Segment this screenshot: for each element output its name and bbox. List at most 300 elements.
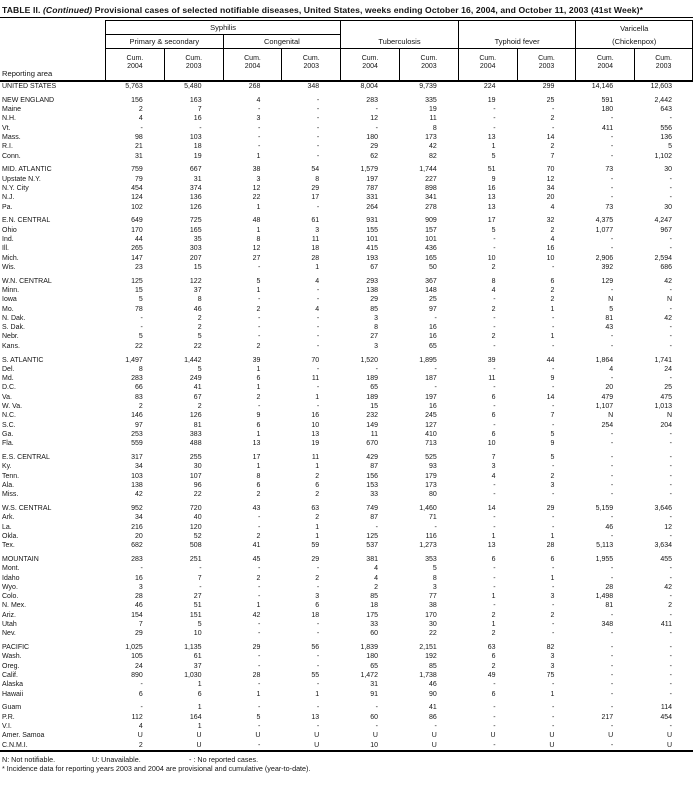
value-cell: 1,520 <box>360 356 378 364</box>
value-cell: 5,763 <box>125 83 143 90</box>
value-cell: 51 <box>193 602 202 610</box>
value-cell: 32 <box>546 217 555 225</box>
area-cell: S. Dak. <box>2 324 25 332</box>
value-cell: 207 <box>189 254 202 262</box>
value-cell: 1,442 <box>184 356 202 364</box>
value-cell: 107 <box>189 472 202 480</box>
value-cell: - <box>610 440 614 448</box>
value-cell: 5,113 <box>596 542 614 550</box>
value-cell: 649 <box>131 217 143 225</box>
value-cell: U <box>137 732 143 740</box>
value-cell: 13 <box>311 430 320 438</box>
value-cell: 2 <box>138 106 143 114</box>
value-cell: 46 <box>428 681 437 689</box>
value-cell: 1 <box>491 593 496 601</box>
value-cell: 149 <box>366 421 378 429</box>
table-title-continued: (Continued) <box>42 5 93 15</box>
value-cell: - <box>375 723 378 730</box>
value-cell: 31 <box>135 152 143 160</box>
table-row <box>0 383 693 392</box>
value-cell: 125 <box>366 532 378 540</box>
value-cell: 224 <box>483 83 496 90</box>
footnote-incidence-note: * Incidence data for reporting years 2003 and 2004 are provisional and cumulative (year-to-date). <box>2 763 311 773</box>
value-cell: 245 <box>425 412 437 420</box>
value-cell: 1,864 <box>595 356 614 364</box>
value-cell: - <box>493 741 496 749</box>
value-cell: 6 <box>256 375 261 383</box>
value-cell: 165 <box>189 226 202 234</box>
value-cell: 6 <box>256 481 261 489</box>
value-cell: 16 <box>428 333 437 341</box>
value-cell: 4 <box>550 203 555 211</box>
value-cell: - <box>493 342 496 350</box>
value-cell: - <box>669 481 672 489</box>
value-cell: 49 <box>487 672 496 680</box>
value-cell: 38 <box>428 602 437 610</box>
header-spacer-tuberculosis <box>340 20 458 35</box>
value-cell: - <box>669 333 672 341</box>
value-cell: - <box>610 491 614 499</box>
value-cell: 2 <box>374 583 378 591</box>
value-cell: 19 <box>487 96 496 104</box>
value-cell: 23 <box>135 263 143 271</box>
value-cell: 40 <box>193 514 202 522</box>
value-cell: 30 <box>664 166 672 174</box>
value-cell: - <box>610 133 614 141</box>
value-cell: 197 <box>425 393 437 401</box>
area-cell: Ky. <box>2 463 12 471</box>
area-cell: Tenn. <box>2 472 20 480</box>
value-cell: - <box>258 133 261 141</box>
value-cell: 374 <box>189 184 202 192</box>
value-cell: 38 <box>252 166 261 174</box>
value-cell: 29 <box>370 143 378 151</box>
value-cell: 126 <box>189 203 202 211</box>
table-row <box>0 541 693 550</box>
value-cell: 82 <box>546 644 555 652</box>
value-cell: 436 <box>425 245 437 253</box>
column-header-cum: Cum. 2003 <box>517 49 576 80</box>
value-cell: 264 <box>366 203 378 211</box>
value-cell: 335 <box>425 96 437 104</box>
value-cell: 126 <box>189 412 202 420</box>
table-row <box>0 165 693 174</box>
table-body-wrap <box>0 82 693 752</box>
value-cell: 283 <box>131 375 143 383</box>
value-cell: 9 <box>256 412 261 420</box>
header-spacer-typhoid <box>458 20 576 35</box>
value-cell: 720 <box>189 504 202 512</box>
value-cell: - <box>493 704 496 712</box>
value-cell: - <box>669 175 672 183</box>
value-cell: 6 <box>491 412 496 420</box>
value-cell: - <box>610 333 614 341</box>
table-row <box>0 365 693 374</box>
area-cell: Vt. <box>2 124 11 132</box>
value-cell: 3 <box>315 593 320 601</box>
area-cell: NEW ENGLAND <box>2 96 55 104</box>
value-cell: 10 <box>370 741 378 749</box>
value-cell: 14 <box>546 393 555 401</box>
area-cell: Mont. <box>2 565 20 573</box>
value-cell: 8,004 <box>360 83 378 90</box>
table-row <box>0 152 693 161</box>
value-cell: 525 <box>425 453 437 461</box>
value-cell: 12 <box>664 523 672 531</box>
value-cell: U <box>608 732 614 740</box>
value-cell: - <box>610 690 614 698</box>
area-cell: Ill. <box>2 245 9 253</box>
value-cell: - <box>669 305 672 313</box>
value-cell: - <box>258 653 261 661</box>
value-cell: 7 <box>550 412 555 420</box>
value-cell: - <box>552 681 555 689</box>
value-cell: 16 <box>428 324 437 332</box>
value-cell: N <box>666 296 672 304</box>
table-row <box>0 671 693 680</box>
value-cell: - <box>610 286 614 294</box>
value-cell: 1 <box>256 690 261 698</box>
value-cell: 5 <box>550 430 555 438</box>
table-row <box>0 513 693 522</box>
value-cell: 14 <box>546 133 555 141</box>
value-cell: 2,151 <box>419 644 437 652</box>
value-cell: 30 <box>664 203 672 211</box>
value-cell: 43 <box>605 324 614 332</box>
value-cell: - <box>669 430 672 438</box>
value-cell: 2 <box>550 115 555 123</box>
table-row <box>0 703 693 712</box>
value-cell: 34 <box>135 463 143 471</box>
value-cell: 136 <box>189 194 202 202</box>
value-cell: - <box>610 143 614 151</box>
value-cell: 5 <box>432 565 437 573</box>
value-cell: 2,906 <box>595 254 614 262</box>
value-cell: - <box>669 453 672 461</box>
area-cell: Conn. <box>2 152 21 160</box>
value-cell: - <box>493 514 496 522</box>
value-cell: 1,107 <box>595 403 614 410</box>
value-cell: 192 <box>425 653 437 661</box>
table-row <box>0 356 693 365</box>
value-cell: 17 <box>487 217 496 225</box>
value-cell: 50 <box>428 263 437 271</box>
table-row <box>0 643 693 652</box>
value-cell: 1 <box>197 681 202 689</box>
value-cell: - <box>552 723 555 730</box>
value-cell: U <box>431 741 437 749</box>
value-cell: - <box>493 384 496 392</box>
value-cell: 6 <box>550 555 555 563</box>
value-cell: 129 <box>601 277 614 285</box>
value-cell: 2 <box>491 662 496 670</box>
reporting-area-label: Reporting area <box>2 69 53 78</box>
value-cell: 4 <box>315 277 320 285</box>
value-cell: - <box>493 365 496 373</box>
value-cell: - <box>493 421 496 429</box>
value-cell: 103 <box>189 133 202 141</box>
value-cell: 86 <box>428 713 437 721</box>
table-row <box>0 254 693 263</box>
value-cell: - <box>316 296 320 304</box>
value-cell: U <box>490 732 496 740</box>
value-cell: 1,741 <box>654 356 672 364</box>
value-cell: 5 <box>197 365 202 373</box>
value-cell: - <box>610 672 614 680</box>
value-cell: 909 <box>425 217 437 225</box>
value-cell: 4 <box>609 365 614 373</box>
value-cell: - <box>610 565 614 573</box>
table-row <box>0 462 693 471</box>
value-cell: 353 <box>425 555 437 563</box>
value-cell: 18 <box>311 245 320 253</box>
value-cell: 4 <box>550 235 555 243</box>
value-cell: - <box>493 574 496 582</box>
value-cell: - <box>552 421 555 429</box>
value-cell: 1 <box>315 690 320 698</box>
value-cell: 5 <box>197 621 202 629</box>
value-cell: 25 <box>546 96 555 104</box>
value-cell: 138 <box>366 286 378 294</box>
area-cell: Okla. <box>2 532 19 540</box>
value-cell: 475 <box>660 393 672 401</box>
value-cell: 66 <box>135 384 143 392</box>
value-cell: 749 <box>366 504 378 512</box>
value-cell: 148 <box>425 286 437 294</box>
value-cell: 21 <box>135 143 143 151</box>
value-cell: N <box>608 412 614 420</box>
area-cell: E.N. CENTRAL <box>2 217 51 225</box>
value-cell: 1,839 <box>360 644 378 652</box>
value-cell: - <box>434 365 437 373</box>
value-cell: - <box>316 583 320 591</box>
value-cell: 2 <box>256 574 261 582</box>
value-cell: - <box>669 630 672 638</box>
value-cell: 24 <box>664 365 672 373</box>
value-cell: 10 <box>487 254 496 262</box>
value-cell: 537 <box>366 542 378 550</box>
value-cell: U <box>666 741 672 749</box>
value-cell: 173 <box>425 481 437 489</box>
value-cell: 189 <box>366 375 378 383</box>
value-cell: 2 <box>491 333 496 341</box>
value-cell: - <box>610 184 614 192</box>
value-cell: 253 <box>131 430 143 438</box>
table-row <box>0 504 693 513</box>
area-cell: N. Mex. <box>2 602 27 610</box>
table-row <box>0 133 693 142</box>
value-cell: 5 <box>138 296 143 304</box>
value-cell: - <box>316 286 320 294</box>
area-cell: W.N. CENTRAL <box>2 277 52 285</box>
value-cell: 559 <box>131 440 143 448</box>
value-cell: 2 <box>256 393 261 401</box>
value-cell: 33 <box>370 491 378 499</box>
value-cell: 8 <box>432 124 437 132</box>
value-cell: 12 <box>252 184 261 192</box>
value-cell: 3 <box>550 662 555 670</box>
value-cell: - <box>669 235 672 243</box>
value-cell: 8 <box>197 296 202 304</box>
value-cell: 124 <box>131 194 143 202</box>
value-cell: 410 <box>425 430 437 438</box>
header-spacer <box>0 20 105 35</box>
value-cell: 80 <box>428 491 437 499</box>
value-cell: 3 <box>550 593 555 601</box>
value-cell: 45 <box>252 555 261 563</box>
area-cell: Miss. <box>2 491 19 499</box>
area-cell: PACIFIC <box>2 644 30 652</box>
value-cell: 157 <box>425 226 437 234</box>
value-cell: - <box>316 653 320 661</box>
value-cell: 155 <box>366 226 378 234</box>
value-cell: 91 <box>370 690 378 698</box>
area-cell: Ark. <box>2 514 15 522</box>
value-cell: - <box>316 143 320 151</box>
value-cell: 11 <box>311 375 320 383</box>
value-cell: 1,497 <box>125 356 143 364</box>
value-cell: U <box>372 732 378 740</box>
table-row <box>0 216 693 225</box>
value-cell: 2 <box>491 630 496 638</box>
value-cell: - <box>258 741 261 749</box>
value-cell: 44 <box>546 356 555 364</box>
value-cell: - <box>493 403 496 410</box>
value-cell: 6 <box>550 277 555 285</box>
table-row <box>0 332 693 341</box>
value-cell: 11 <box>311 453 320 461</box>
column-header-cum: Cum. 2003 <box>634 49 693 80</box>
value-cell: - <box>552 403 555 410</box>
value-cell: 4 <box>138 115 143 123</box>
value-cell: 367 <box>425 277 437 285</box>
area-cell: Alaska <box>2 681 24 689</box>
value-cell: - <box>493 713 496 721</box>
value-cell: 8 <box>491 277 496 285</box>
value-cell: 180 <box>366 133 378 141</box>
value-cell: 12 <box>370 115 378 123</box>
value-cell: 1,498 <box>595 593 614 601</box>
value-cell: 8 <box>315 175 320 183</box>
table-row <box>0 472 693 481</box>
value-cell: 151 <box>189 611 202 619</box>
value-cell: 383 <box>189 430 202 438</box>
value-cell: - <box>669 463 672 471</box>
table-row <box>0 662 693 671</box>
value-cell: 4 <box>491 286 496 294</box>
area-cell: N.H. <box>2 115 16 123</box>
area-cell: Fla. <box>2 440 14 448</box>
value-cell: - <box>140 565 143 573</box>
area-cell: Colo. <box>2 593 19 601</box>
value-cell: 7 <box>550 152 555 160</box>
area-cell: Ariz. <box>2 611 16 619</box>
value-cell: 122 <box>189 277 202 285</box>
value-cell: 101 <box>425 235 437 243</box>
value-cell: 14,146 <box>591 83 614 90</box>
value-cell: 59 <box>311 542 320 550</box>
value-cell: 686 <box>660 263 672 271</box>
area-cell: Va. <box>2 393 12 401</box>
value-cell: - <box>258 593 261 601</box>
table-row <box>0 142 693 151</box>
value-cell: - <box>258 324 261 332</box>
area-cell: S. ATLANTIC <box>2 356 44 364</box>
value-cell: - <box>258 565 261 573</box>
value-cell: 70 <box>311 356 320 364</box>
value-cell: - <box>258 621 261 629</box>
value-cell: 3,634 <box>654 542 672 550</box>
footnotes <box>0 752 693 773</box>
value-cell: 5 <box>197 333 202 341</box>
value-cell: 41 <box>252 542 261 550</box>
value-cell: 1 <box>491 621 496 629</box>
value-cell: - <box>493 523 496 531</box>
value-cell: 411 <box>660 621 672 629</box>
value-cell: 81 <box>193 421 202 429</box>
value-cell: 136 <box>660 133 672 141</box>
value-cell: - <box>669 324 672 332</box>
value-cell: 268 <box>248 83 261 90</box>
value-cell: - <box>552 106 555 114</box>
value-cell: 173 <box>425 133 437 141</box>
value-cell: 293 <box>366 277 378 285</box>
value-cell: 556 <box>660 124 672 132</box>
value-cell: 6 <box>491 690 496 698</box>
value-cell: - <box>316 704 320 712</box>
value-cell: 46 <box>135 602 143 610</box>
table-row <box>0 105 693 114</box>
value-cell: - <box>434 523 437 531</box>
value-cell: 967 <box>660 226 672 234</box>
value-cell: 51 <box>487 166 496 174</box>
area-cell: N.Y. City <box>2 184 29 192</box>
value-cell: 2 <box>668 602 672 610</box>
table-row <box>0 184 693 193</box>
value-cell: - <box>669 565 672 573</box>
value-cell: - <box>140 124 143 132</box>
value-cell: - <box>140 314 143 322</box>
value-cell: 42 <box>135 491 143 499</box>
value-cell: 415 <box>366 245 378 253</box>
value-cell: 175 <box>366 611 378 619</box>
value-cell: 952 <box>131 504 143 512</box>
value-cell: 1 <box>550 574 555 582</box>
table-row <box>0 226 693 235</box>
value-cell: 179 <box>425 472 437 480</box>
value-cell: 22 <box>428 630 437 638</box>
value-cell: - <box>669 690 672 698</box>
area-cell: Nebr. <box>2 333 19 341</box>
value-cell: - <box>258 662 261 670</box>
value-cell: 31 <box>193 175 202 183</box>
value-cell: - <box>493 115 496 123</box>
value-cell: 7 <box>491 453 496 461</box>
value-cell: 4 <box>374 574 378 582</box>
value-cell: 93 <box>428 463 437 471</box>
value-cell: 5 <box>256 277 261 285</box>
value-cell: 82 <box>428 152 437 160</box>
value-cell: 11 <box>311 235 320 243</box>
value-cell: U <box>314 732 320 740</box>
table-title-prefix: TABLE II. <box>2 5 43 15</box>
value-cell: - <box>375 365 378 373</box>
table-row <box>0 680 693 689</box>
value-cell: - <box>552 324 555 332</box>
header-spacer <box>0 35 105 49</box>
value-cell: - <box>552 365 555 373</box>
value-cell: 890 <box>131 672 143 680</box>
